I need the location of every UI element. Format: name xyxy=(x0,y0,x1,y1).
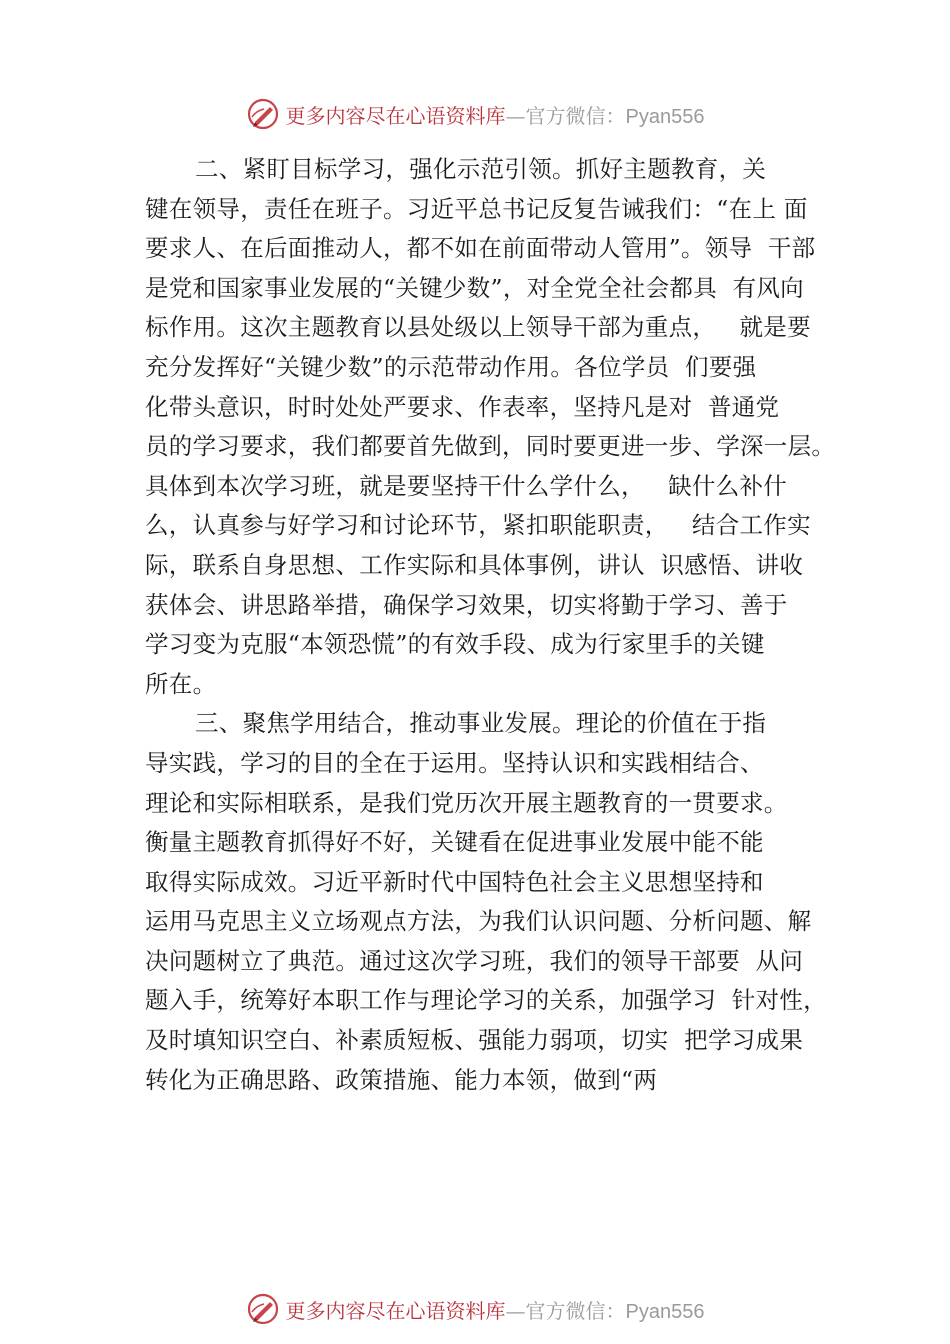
footer-banner-content xyxy=(246,1292,705,1326)
pen-logo-icon xyxy=(246,1292,280,1326)
header-banner xyxy=(0,94,950,134)
text-line: 导实践，学习的目的全在于运用。坚持认识和实践相结合、 xyxy=(145,748,764,777)
text-line: 运用马克思主义立场观点方法，为我们认识问题、分析问题、解 xyxy=(145,907,812,936)
footer-banner xyxy=(0,1289,950,1329)
text-line: 键在领导，责任在班子。习近平总书记反复告诫我们：“在上 面 xyxy=(145,194,808,223)
text-line: 学习变为克服“本领恐慌”的有效手段、成为行家里手的关键 xyxy=(145,630,765,659)
text-line: 化带头意识，时时处处严要求、作表率，坚持凡是对 普通党 xyxy=(145,392,780,421)
paragraph-3 xyxy=(145,704,855,1100)
text-line: 衡量主题教育抓得好不好，关键看在促进事业发展中能不能 xyxy=(145,828,764,857)
banner-main-text: 更多内容尽在心语资料库 xyxy=(285,103,506,128)
paragraph-2 xyxy=(145,150,855,704)
text-line: 员的学习要求，我们都要首先做到，同时要更进一步、学深一层。 xyxy=(145,432,836,461)
banner-wechat-id: Pyan556 xyxy=(625,105,705,128)
text-line: 是党和国家事业发展的“关键少数”，对全党全社会都具 有风向 xyxy=(145,273,804,302)
text-line: 及时填知识空白、补素质短板、强能力弱项，切实 把学习成果 xyxy=(145,1026,804,1055)
text-line: 充分发挥好“关键少数”的示范带动作用。各位学员 们要强 xyxy=(145,352,757,381)
text-line: 转化为正确思路、政策措施、能力本领，做到“两 xyxy=(145,1065,658,1094)
text-line: 标作用。这次主题教育以县处级以上领导干部为重点， 就是要 xyxy=(145,313,811,342)
text-line: 获体会、讲思路举措，确保学习效果，切实将勤于学习、善于 xyxy=(145,590,788,619)
banner-wechat-label: 官方微信： xyxy=(525,103,626,128)
text-line: 二、紧盯目标学习，强化示范引领。抓好主题教育，关 xyxy=(195,155,767,183)
document-body xyxy=(145,150,855,1100)
header-banner-content xyxy=(246,97,705,131)
pen-logo-icon xyxy=(246,97,280,131)
text-line: 所在。 xyxy=(145,669,217,698)
text-line: 题入手，统筹好本职工作与理论学习的关系，加强学习 针对性， xyxy=(145,986,827,1015)
text-line: 要求人、在后面推动人，都不如在前面带动人管用”。领导 干部 xyxy=(145,234,816,263)
footer-banner-text xyxy=(286,1295,705,1324)
banner-dash: — xyxy=(505,1298,526,1323)
text-line: 具体到本次学习班，就是要坚持干什么学什么， 缺什么补什 xyxy=(145,471,788,500)
text-line: 决问题树立了典范。通过这次学习班，我们的领导干部要 从问 xyxy=(145,946,804,975)
text-line: 么，认真参与好学习和讨论环节，紧扣职能职责， 结合工作实 xyxy=(145,511,811,540)
banner-dash: — xyxy=(505,103,526,128)
text-line: 三、聚焦学用结合，推动事业发展。理论的价值在于指 xyxy=(195,709,767,738)
text-line: 际，联系自身思想、工作实际和具体事例，讲认 识感悟、讲收 xyxy=(145,550,804,579)
banner-wechat-label: 官方微信： xyxy=(525,1298,626,1323)
banner-main-text: 更多内容尽在心语资料库 xyxy=(285,1298,506,1323)
header-banner-text xyxy=(286,100,705,129)
text-line: 理论和实际相联系，是我们党历次开展主题教育的一贯要求。 xyxy=(145,788,788,817)
banner-wechat-id: Pyan556 xyxy=(625,1300,705,1323)
text-line: 取得实际成效。习近平新时代中国特色社会主义思想坚持和 xyxy=(145,867,764,896)
